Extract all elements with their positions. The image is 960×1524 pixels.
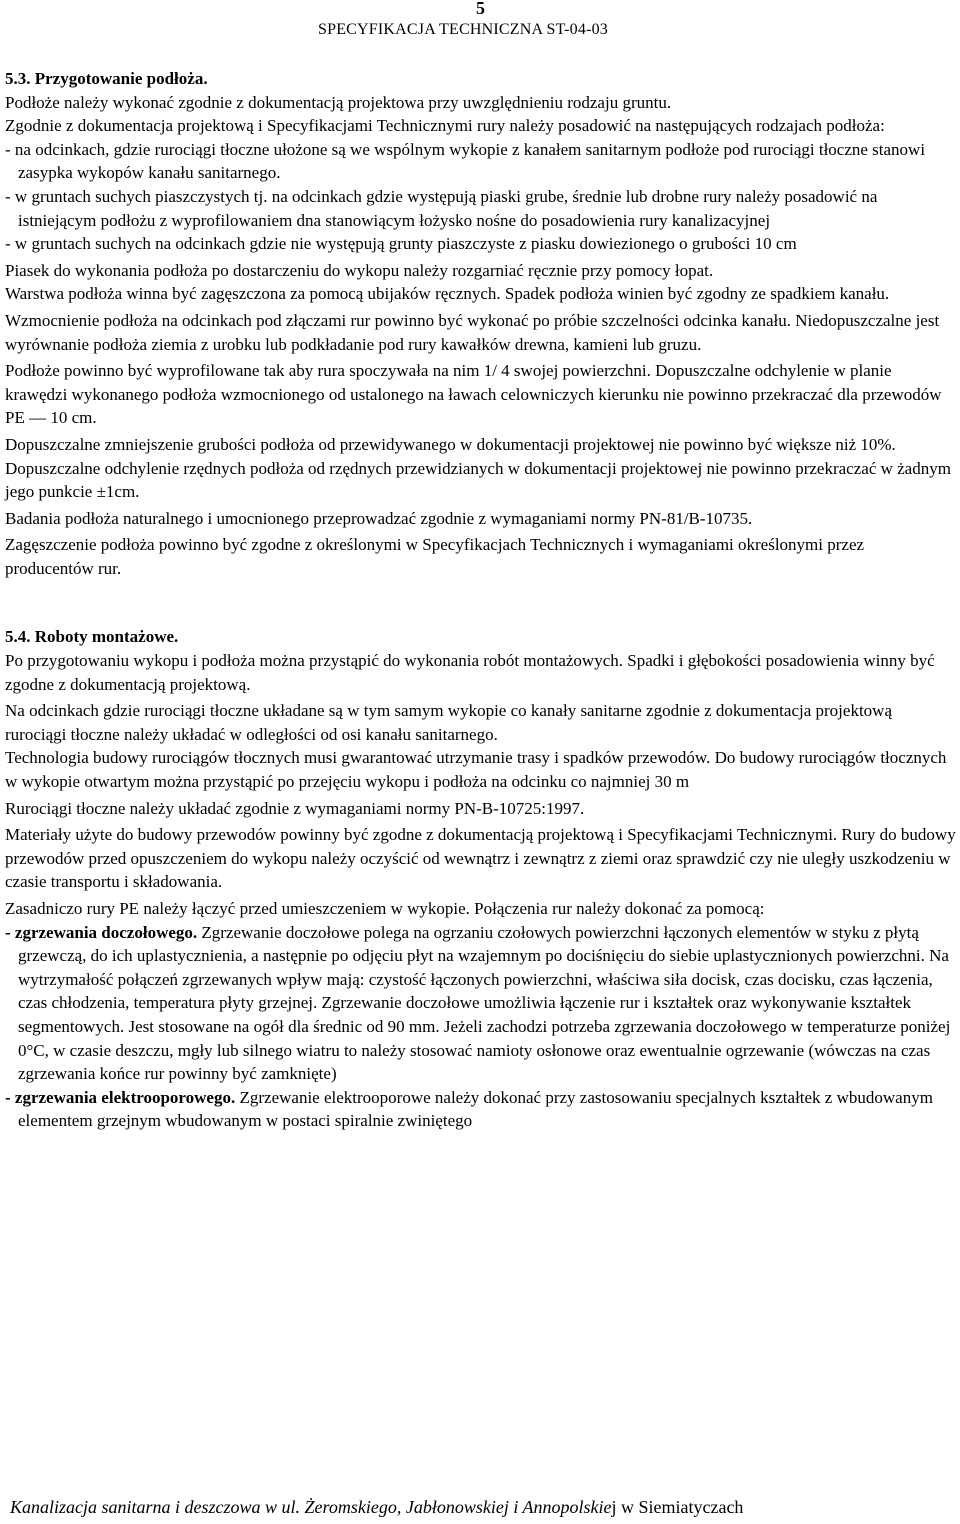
list-item-text: Zgrzewanie doczołowe polega na ogrzaniu czołowych powierzchni łączonych elementów w styku z płytą grzewczą, do ich uplastycznienia, a następnie po odjęciu płyt na wzajemnym po dociśnięciu do siebie uplastycznionych powierzchni. Na wytrzymałość połączeń zgrzewanych wpływ mają: czystość łączonych powierzchni, właściwa siła docisk, czas docisku, czas łączenia, czas chłodzenia, temperatura płyty grzejnej. Zgrzewanie doczołowe umożliwia łączenie rur i kształtek oraz wykonywanie kształtek segmentowych. Jest stosowane na ogół dla średnic od 90 mm. Jeżeli zachodzi potrzeba zgrzewania doczołowego w temperaturze poniżej 0°C, w czasie deszczu, mgły lub silnego wiatru to należy stosować namioty osłonowe oraz ewentualnie ogrzewanie (wówczas na czas zgrzewania końce rur powinny być zamknięte) <box>18 922 951 1084</box>
paragraph: Rurociągi tłoczne należy układać zgodnie z wymaganiami normy PN-B-10725:1997. <box>5 798 585 818</box>
paragraph: Zagęszczenie podłoża powinno być zgodne z określonymi w Specyfikacjach Technicznych i wymaganiami określonymi przez producentów rur. <box>5 535 865 578</box>
paragraph: Badania podłoża naturalnego i umocnionego przeprowadzać zgodnie z wymaganiami normy PN-81/B-10735. <box>5 508 753 528</box>
list-item-lead: - zgrzewania doczołowego. <box>5 922 198 942</box>
page-footer <box>10 1496 743 1518</box>
paragraph: Po przygotowaniu wykopu i podłoża można przystąpić do wykonania robót montażowych. Spadki i głębokości posadowienia winny być zgodne z dokumentacją projektową. <box>5 651 935 694</box>
document-body <box>5 66 957 1133</box>
paragraph: Dopuszczalne zmniejszenie grubości podłoża od przewidywanego w dokumentacji projektowej nie powinno być większe niż 10%. Dopuszczalne odchylenie rzędnych podłoża od rzędnych przewidzianych w dokumentacji projektowej nie powinno przekraczać w żadnym jego punkcie ±1cm. <box>5 434 951 502</box>
paragraph: Wzmocnienie podłoża na odcinkach pod złączami rur powinno być wykonać po próbie szczelności odcinka kanału. Niedopuszczalne jest wyrównanie podłoża ziemia z urobku lub podkładanie pod rury kawałków drewna, kamieni lub gruzu. <box>5 310 940 354</box>
paragraph: Zgodnie z dokumentacja projektową i Specyfikacjami Technicznymi rury należy posadowić na następujących rodzajach podłoża: <box>5 116 885 136</box>
footer-title-end: j w Siemiatyczach <box>611 1497 744 1517</box>
list-item <box>5 1086 957 1133</box>
paragraph: Podłoże powinno być wyprofilowane tak aby rura spoczywała na nim 1/ 4 swojej powierzchni. Dopuszczalne odchylenie w planie krawędzi wykonanego podłoża wzmocnionego od ustalonego na ławach celowniczych kierunku nie powinno przekraczać dla przewodów PE — 10 cm. <box>5 361 942 428</box>
paragraph: Podłoże należy wykonać zgodnie z dokumentacją projektowa przy uwzględnieniu rodzaju gruntu. <box>5 92 672 112</box>
list-item-lead: - zgrzewania elektrooporowego. <box>5 1087 236 1107</box>
paragraph: Piasek do wykonania podłoża po dostarczeniu do wykopu należy rozgarniać ręcznie przy pomocy łopat. <box>5 260 714 280</box>
list-item-text: Zgrzewanie elektrooporowe należy dokonać przy zastosowaniu specjalnych kształtek z wbudowanym elementem grzejnym wbudowanym w postaci spiralnie zwiniętego <box>18 1087 933 1131</box>
list-item <box>5 921 957 1086</box>
paragraph: Technologia budowy rurociągów tłocznych musi gwarantować utrzymanie trasy i spadków przewodów. Do budowy rurociągów tłocznych w wykopie otwartym można przystąpić po przejęciu wykopu i podłoża na odcinku co najmniej 30 m <box>5 748 947 792</box>
section-spacer <box>5 580 957 624</box>
paragraph: Materiały użyte do budowy przewodów powinny być zgodne z dokumentacją projektową i Specyfikacjami Technicznymi. Rury do budowy przewodów przed opuszczeniem do wykopu należy oczyścić od wewnątrz i zewnątrz z ziemi oraz sprawdzić czy nie uległy uszkodzeniu w czasie transportu i składowania. <box>5 825 956 892</box>
footer-title: Kanalizacja sanitarna i deszczowa w ul. Żeromskiego, Jabłonowskiej i Annopolskie <box>10 1497 612 1517</box>
list-item: - w gruntach suchych na odcinkach gdzie nie występują grunty piaszczyste z piasku dowiezionego o grubości 10 cm <box>5 234 797 254</box>
list-item: - w gruntach suchych piaszczystych tj. na odcinkach gdzie występują piaski grube, średnie lub drobne rury należy posadowić na istniejącym podłożu z wyprofilowaniem dna stanowiącym łożysko nośne do posadowienia rury kanalizacyjnej <box>5 186 878 230</box>
paragraph: Na odcinkach gdzie rurociągi tłoczne układane są w tym samym wykopie co kanały sanitarne zgodnie z dokumentacja projektową rurociągi tłoczne należy układać w odległości od osi kanału sanitarnego. <box>5 701 892 744</box>
paragraph: Zasadniczo rury PE należy łączyć przed umieszczeniem w wykopie. Połączenia rur należy dokonać za pomocą: <box>5 899 765 918</box>
section-5-4-title: 5.4. Roboty montażowe. <box>5 627 179 647</box>
spec-title: SPECYFIKACJA TECHNICZNA ST-04-03 <box>318 21 609 38</box>
page-number: 5 <box>476 0 485 18</box>
section-5-3-title: 5.3. Przygotowanie podłoża. <box>5 69 208 88</box>
paragraph: Warstwa podłoża winna być zagęszczona za pomocą ubijaków ręcznych. Spadek podłoża winien być zgodny ze spadkiem kanału. <box>5 284 890 304</box>
list-item: - na odcinkach, gdzie rurociągi tłoczne ułożone są we wspólnym wykopie z kanałem sanitarnym podłoże pod rurociągi tłoczne stanowi zasypka wykopów kanału sanitarnego. <box>5 139 926 183</box>
